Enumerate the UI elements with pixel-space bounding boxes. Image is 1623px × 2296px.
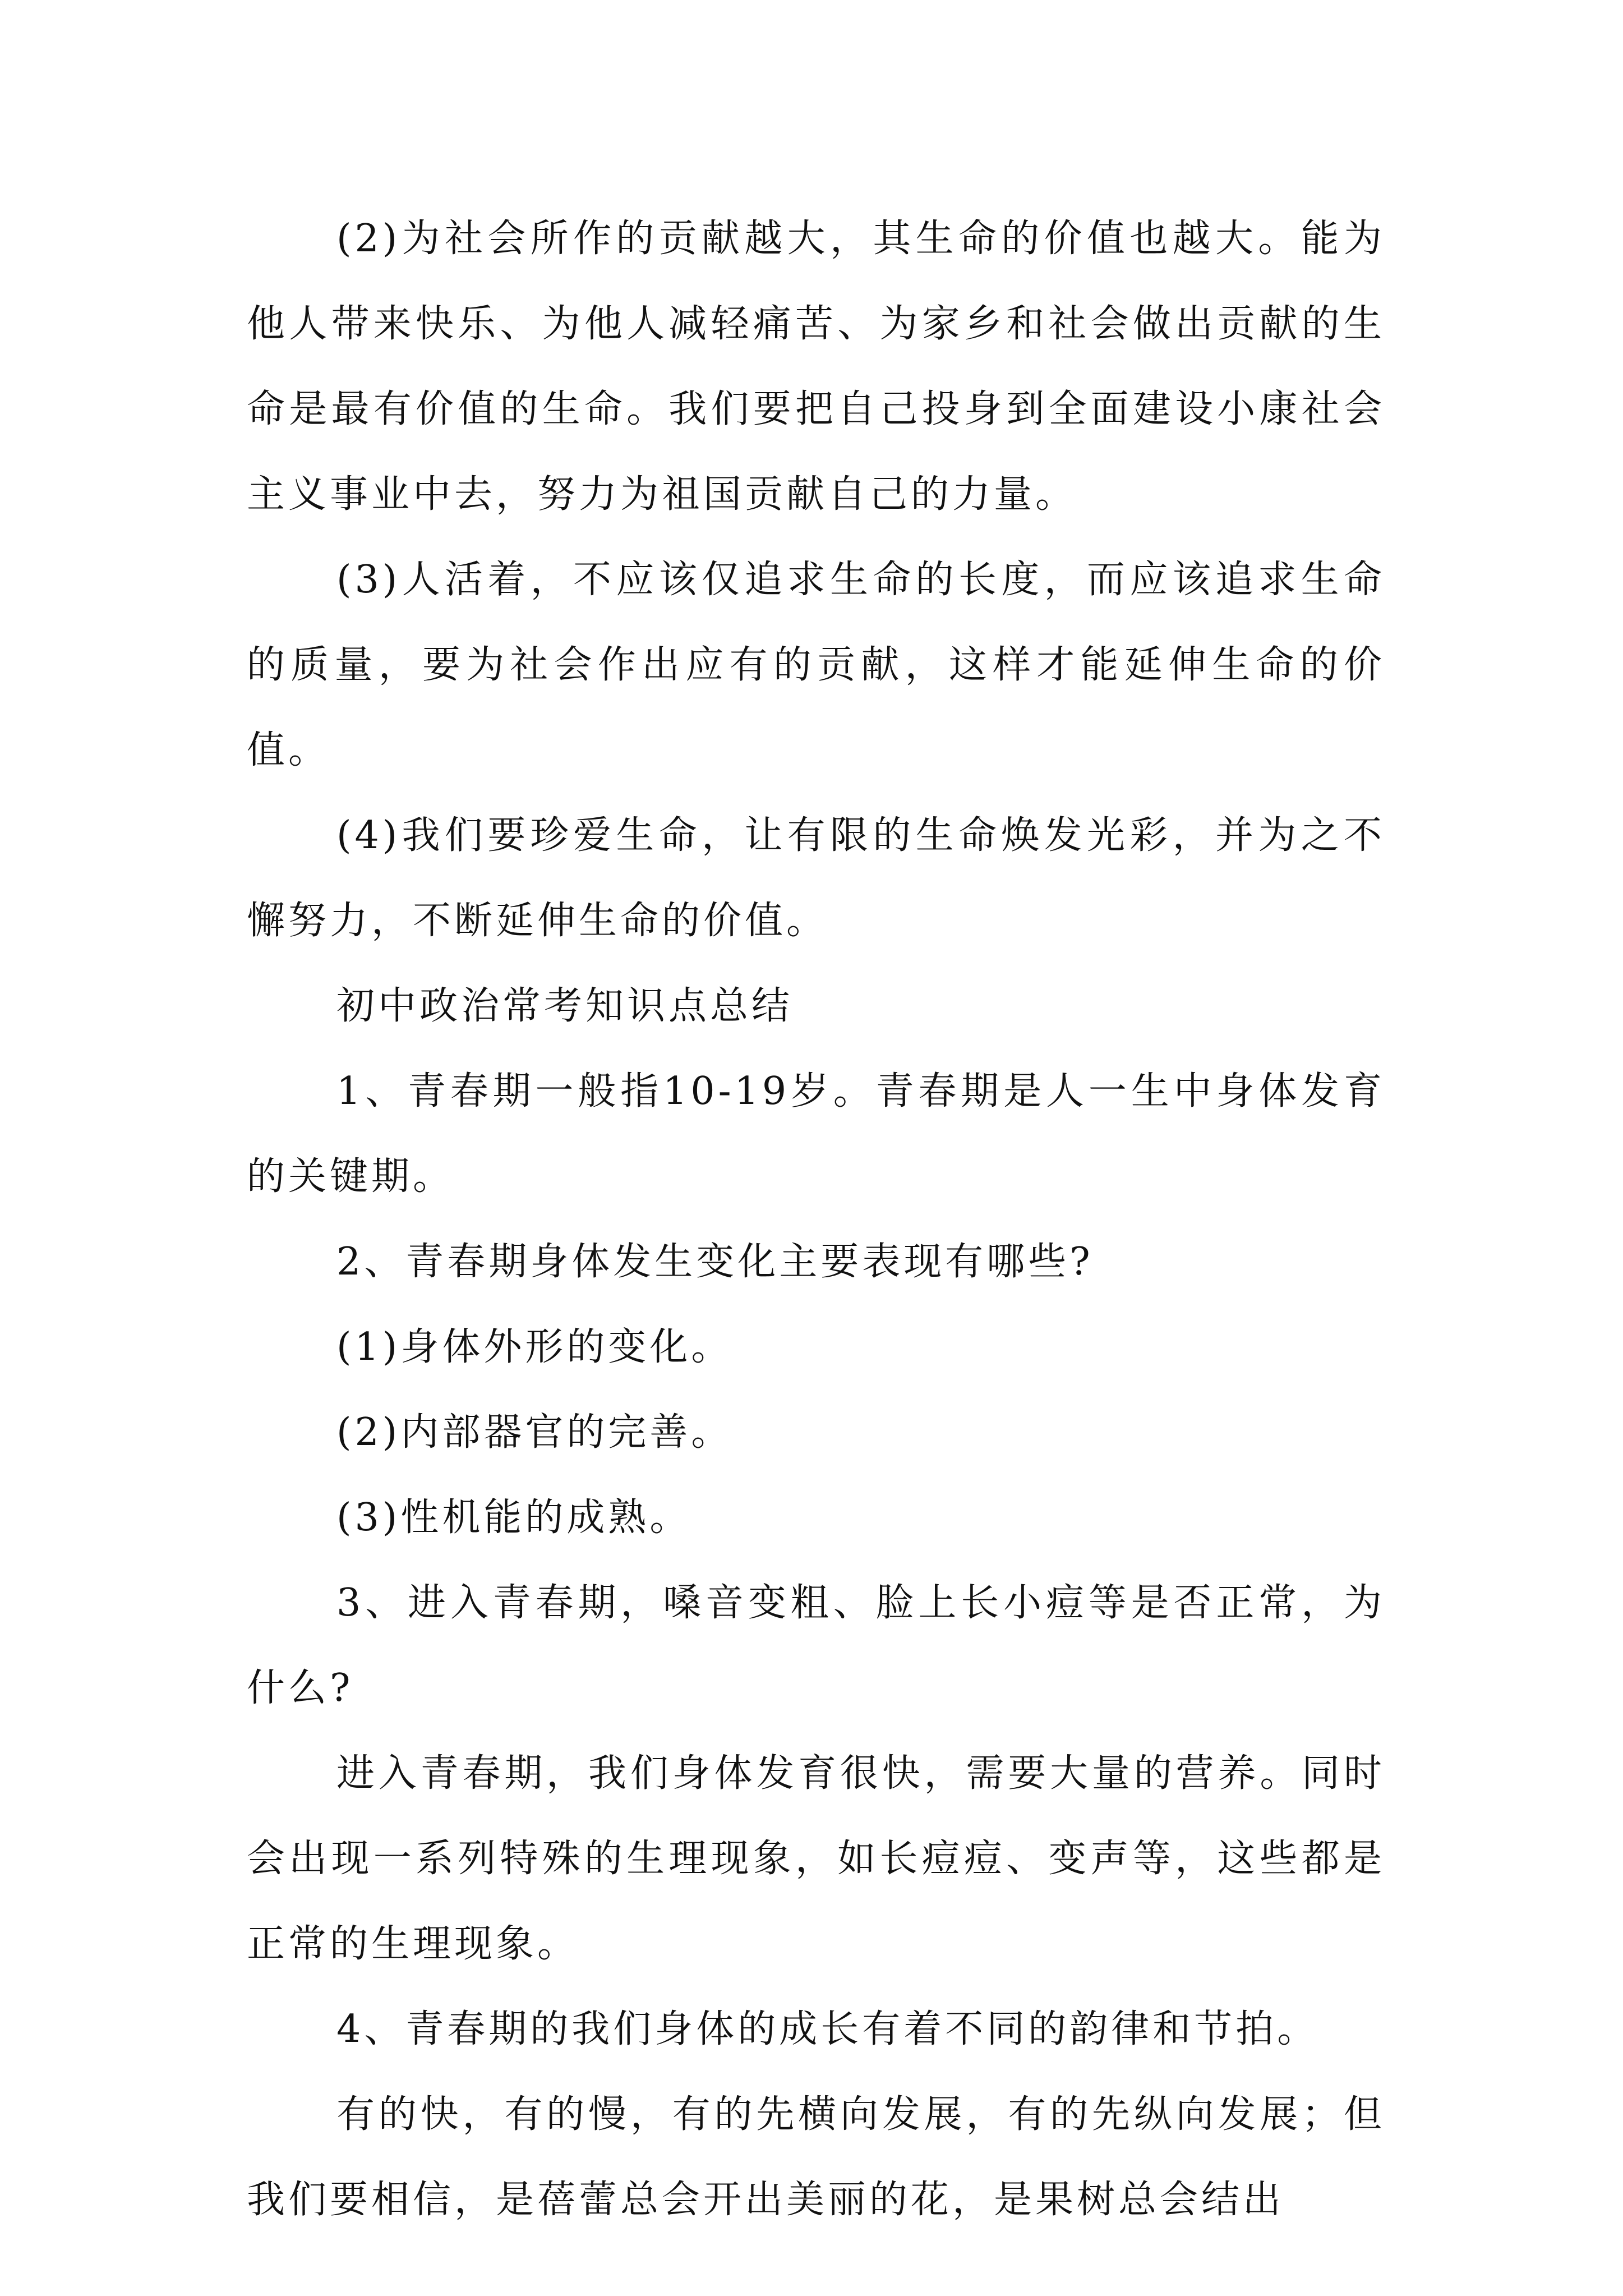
list-item: (3)性机能的成熟。 xyxy=(336,1496,691,1540)
paragraph: (2)为社会所作的贡献越大，其生命的价值也越大。能为他人带来快乐、为他人减轻痛苦、为家乡和社会做出贡献的生命是最有价值的生命。我们要把自己投身到全面建设小康社会主义事业中去，努力为祖国贡献自己的力量。 xyxy=(247,217,1385,517)
section-heading: 初中政治常考知识点总结 xyxy=(336,984,794,1028)
paragraph: 4、青春期的我们身体的成长有着不同的韵律和节拍。 xyxy=(336,2007,1319,2051)
paragraph: 1、青春期一般指10-19岁。青春期是人一生中身体发育的关键期。 xyxy=(247,1069,1385,1199)
paragraph: 3、进入青春期，嗓音变粗、脸上长小痘等是否正常，为什么? xyxy=(247,1581,1385,1710)
list-item: (1)身体外形的变化。 xyxy=(336,1325,733,1369)
document-body xyxy=(247,196,1385,2243)
paragraph: (4)我们要珍爱生命，让有限的生命焕发光彩，并为之不懈努力，不断延伸生命的价值。 xyxy=(247,813,1385,943)
paragraph: (3)人活着，不应该仅追求生命的长度，而应该追求生命的质量，要为社会作出应有的贡献，这样才能延伸生命的价值。 xyxy=(247,558,1385,772)
paragraph: 2、青春期身体发生变化主要表现有哪些? xyxy=(336,1240,1094,1284)
paragraph: 进入青春期，我们身体发育很快，需要大量的营养。同时会出现一系列特殊的生理现象，如长痘痘、变声等，这些都是正常的生理现象。 xyxy=(247,1751,1385,1966)
list-item: (2)内部器官的完善。 xyxy=(336,1410,733,1455)
paragraph: 有的快，有的慢，有的先横向发展，有的先纵向发展；但我们要相信，是蓓蕾总会开出美丽的花，是果树总会结出 xyxy=(247,2092,1385,2222)
